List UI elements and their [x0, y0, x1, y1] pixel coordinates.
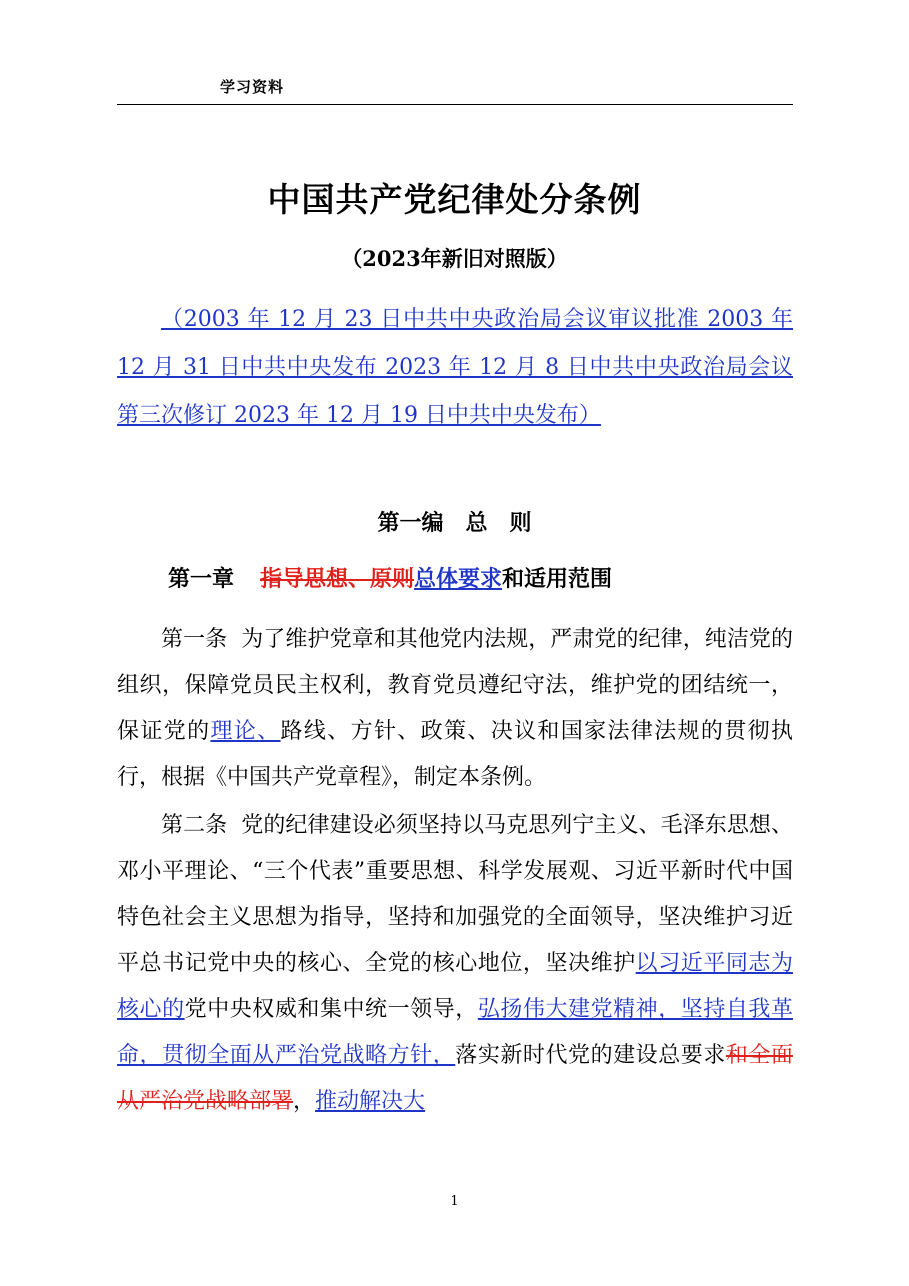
chapter-inserted-text: 总体要求	[414, 567, 503, 592]
revision-note-text: （2003 年 12 月 23 日中共中央政治局会议审议批准 2003 年 12 月 31 日中共中央发布 2023 年 12 月 8 日中共中央政治局会议第三次修订 2023 年 12 月 19 日中共中央发布）	[117, 307, 793, 428]
article-2-inserted: 以习近平同志为核心的	[117, 951, 793, 1022]
article-1	[117, 617, 793, 801]
article-2-number: 第二条	[161, 813, 228, 838]
header-divider	[117, 104, 793, 105]
article-1-text-2: 路线、方针、政策、决议和国家法律法规的贯彻执行，根据《中国共产党章程》，制定本条例。	[117, 719, 793, 790]
chapter-deleted-text: 指导思想、原则	[260, 567, 415, 592]
chapter-rest-text: 和适用范围	[502, 567, 613, 592]
article-1-text: 为了维护党章和其他党内法规，严肃党的纪律，纯洁党的组织，保障党员民主权利，教育党员遵纪守法，维护党的团结统一，保证党的	[117, 627, 793, 744]
article-2-text-4: ，	[293, 1089, 316, 1114]
article-2-deleted: 和全面从严治党战略部署	[117, 1043, 793, 1114]
article-2-inserted-3: 推动解决大	[315, 1089, 426, 1114]
document-subtitle: （2023年新旧对照版）	[341, 246, 568, 271]
article-1-inserted: 理论、	[210, 719, 281, 744]
chapter-heading	[168, 562, 612, 593]
article-2-text-2: 党中央权威和集中统一领导，	[184, 997, 478, 1022]
part-title: 第一编 总 则	[377, 511, 532, 536]
document-title: 中国共产党纪律处分条例	[267, 180, 642, 219]
article-2-text: 党的纪律建设必须坚持以马克思列宁主义、毛泽东思想、邓小平理论、“三个代表”重要思想、科学发展观、习近平新时代中国特色社会主义思想为指导，坚持和加强党的全面领导，坚决维护习近平总书记党中央的核心、全党的核心地位，坚决维护	[117, 813, 793, 976]
article-2-inserted-2: 弘扬伟大建党精神，坚持自我革命，贯彻全面从严治党战略方针，	[117, 997, 793, 1068]
header-label: 学习资料	[220, 78, 285, 96]
article-2-text-3: 落实新时代党的建设总要求	[455, 1043, 726, 1068]
page-number: 1	[450, 1194, 459, 1209]
revision-note	[117, 296, 793, 440]
article-1-number: 第一条	[161, 627, 228, 652]
article-2	[117, 803, 793, 1125]
chapter-label: 第一章	[168, 567, 235, 592]
